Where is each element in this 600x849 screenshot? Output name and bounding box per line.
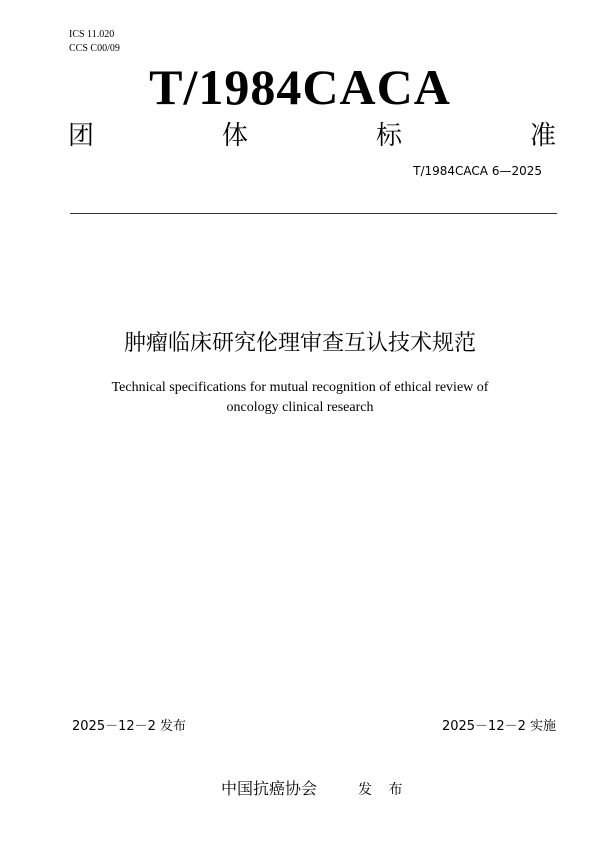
standard-mark: T/1984CACA bbox=[149, 59, 451, 115]
standard-type bbox=[68, 115, 556, 152]
standard-number: T/1984CACA 6—2025 bbox=[413, 164, 542, 178]
issuer-name: 中国抗癌协会 bbox=[221, 779, 318, 798]
title-english: Technical specifications for mutual recognition of ethical review of oncology clinical research bbox=[111, 380, 489, 415]
standard-type-char: 团 bbox=[68, 121, 95, 151]
classification-codes bbox=[69, 28, 120, 56]
standard-type-char: 准 bbox=[529, 121, 556, 151]
ics-code: ICS 11.020 bbox=[69, 29, 115, 40]
divider bbox=[70, 213, 557, 214]
publish-date: 2025－12－2 发布 bbox=[72, 719, 187, 734]
ccs-code: CCS C00/09 bbox=[69, 43, 120, 54]
standard-type-char: 标 bbox=[375, 121, 402, 151]
implement-date: 2025－12－2 实施 bbox=[441, 719, 556, 734]
title-chinese: 肿瘤临床研究伦理审查互认技术规范 bbox=[123, 331, 476, 356]
standard-type-char: 体 bbox=[221, 121, 248, 151]
issue-action: 发 布 bbox=[358, 782, 409, 798]
